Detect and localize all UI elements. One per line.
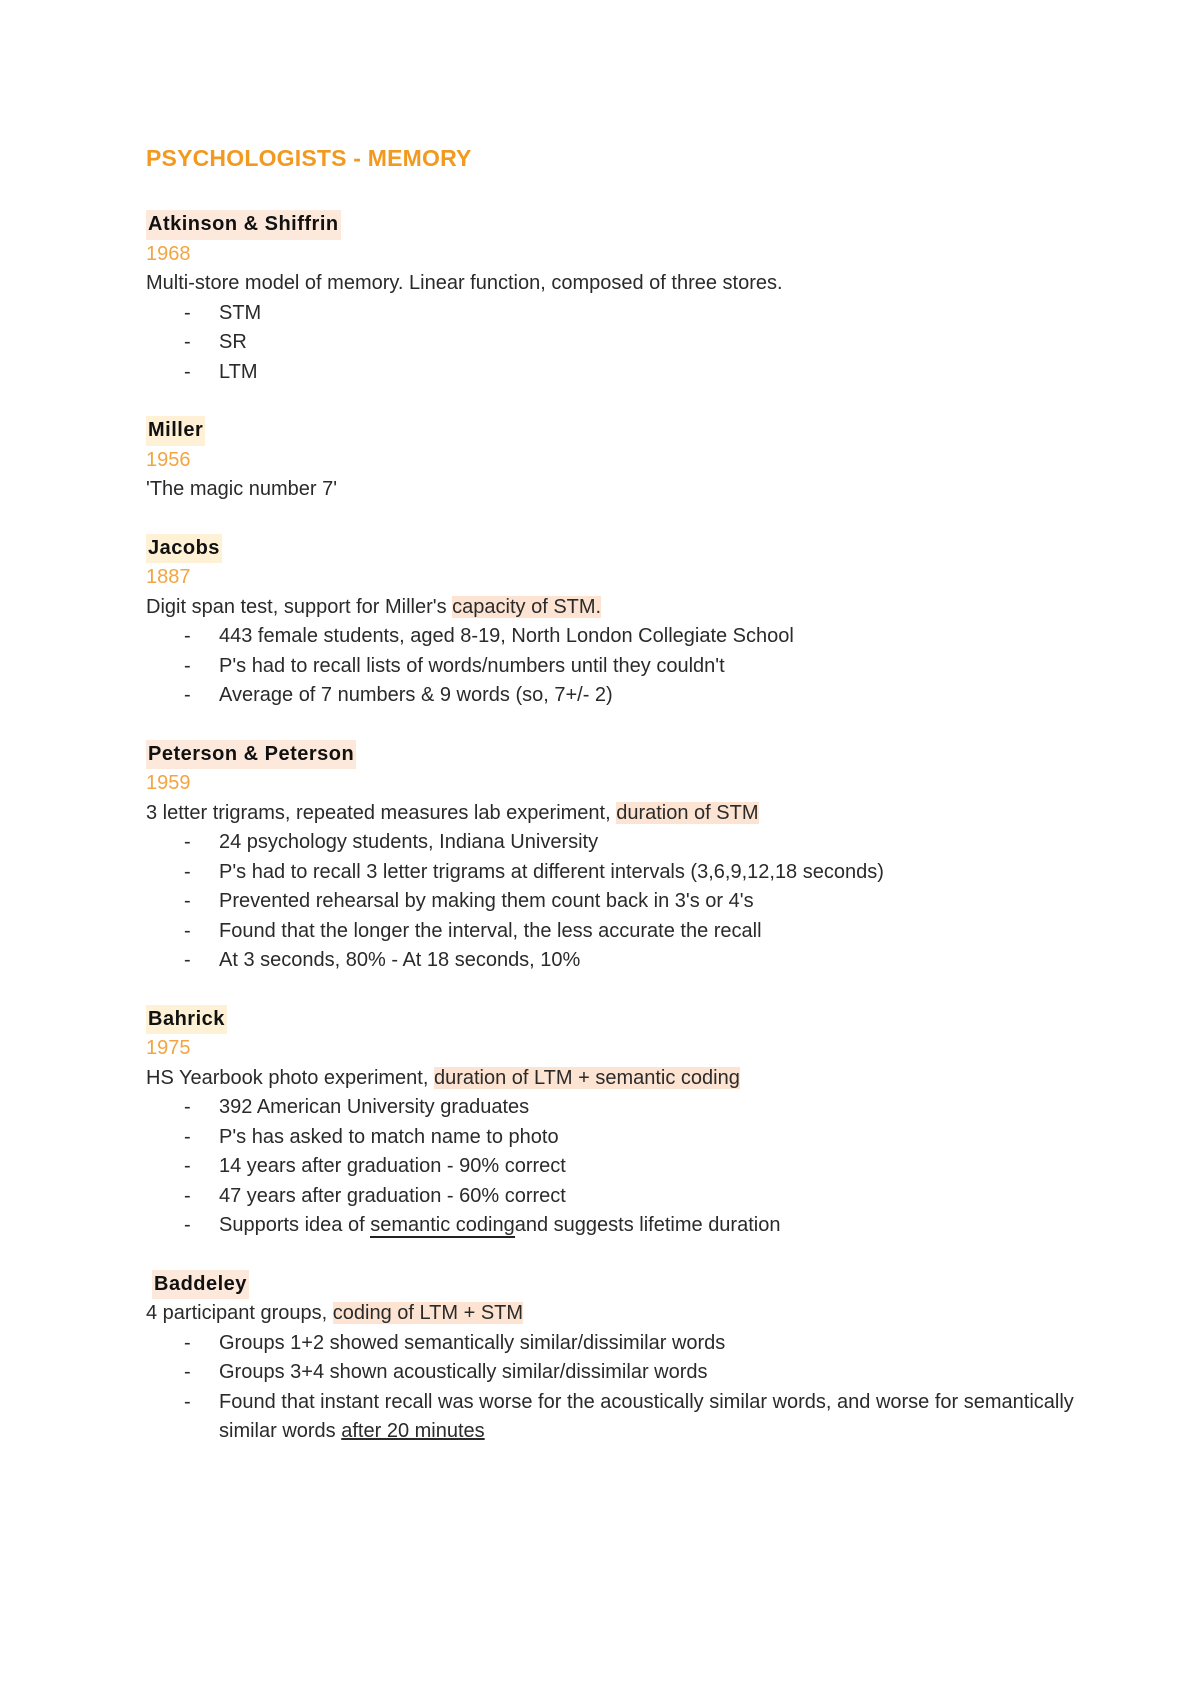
study-year: 1968 [146, 242, 191, 265]
description-text: Digit span test, support for Miller's [146, 595, 453, 618]
study-description [146, 799, 1106, 829]
highlighted-text: duration of STM [616, 801, 759, 824]
section-jacobs [146, 534, 1106, 711]
list-item: - P's has asked to match name to photo [146, 1123, 1106, 1153]
psychologist-name: Peterson & Peterson [146, 740, 356, 770]
list-item: - At 3 seconds, 80% - At 18 seconds, 10% [146, 946, 1106, 976]
list-item [146, 1388, 1106, 1447]
study-points [146, 1093, 1106, 1241]
list-item: - 24 psychology students, Indiana University [146, 828, 1106, 858]
study-points [146, 1329, 1106, 1447]
description-text: HS Yearbook photo experiment, [146, 1066, 434, 1089]
highlighted-text: coding of LTM + STM [332, 1302, 524, 1324]
study-points [146, 828, 1106, 976]
study-description: Multi-store model of memory. Linear function, composed of three stores. [146, 272, 783, 294]
study-year: 1887 [146, 566, 191, 588]
study-year: 1959 [146, 772, 191, 794]
list-item: - Found that the longer the interval, the less accurate the recall [146, 917, 1106, 947]
section-baddeley [146, 1270, 1106, 1447]
highlighted-text: capacity of STM. [452, 595, 602, 618]
item-text: and suggests lifetime duration [514, 1214, 781, 1236]
study-points [146, 299, 1106, 388]
list-item [146, 1211, 1106, 1241]
psychologist-name: Bahrick [146, 1005, 227, 1035]
study-description [146, 1064, 1106, 1094]
list-item: - 14 years after graduation - 90% correct [146, 1152, 1106, 1182]
underlined-text: after 20 minutes [341, 1420, 485, 1442]
item-text: Supports idea of [219, 1214, 371, 1236]
study-year: 1975 [146, 1037, 191, 1059]
study-year: 1956 [146, 448, 191, 471]
list-item: - LTM [146, 358, 1106, 388]
list-item: - Groups 3+4 shown acoustically similar/dissimilar words [146, 1358, 1106, 1388]
study-description [146, 1299, 1106, 1329]
study-description [146, 593, 1106, 623]
study-points [146, 622, 1106, 711]
section-miller [146, 416, 1106, 505]
item-text: Found that instant recall was worse for the acoustically similar words, and worse for semantically similar words [219, 1390, 1074, 1442]
section-bahrick [146, 1005, 1106, 1241]
list-item: - STM [146, 299, 1106, 329]
section-atkinson-shiffrin [146, 210, 1106, 387]
list-item: - Prevented rehearsal by making them count back in 3's or 4's [146, 887, 1106, 917]
description-text: 3 letter trigrams, repeated measures lab experiment, [146, 801, 617, 824]
psychologist-name: Miller [146, 416, 205, 446]
page-title: PSYCHOLOGISTS - MEMORY [146, 145, 472, 171]
list-item: - P's had to recall lists of words/numbers until they couldn't [146, 652, 1106, 682]
psychologist-name: Atkinson & Shiffrin [146, 210, 341, 240]
psychologist-name: Jacobs [146, 534, 222, 564]
list-item: - P's had to recall 3 letter trigrams at different intervals (3,6,9,12,18 seconds) [146, 858, 1106, 888]
description-text: 4 participant groups, [146, 1302, 333, 1324]
document-page [146, 143, 1106, 1476]
psychologist-name: Baddeley [152, 1270, 249, 1300]
list-item: - Groups 1+2 showed semantically similar/dissimilar words [146, 1329, 1106, 1359]
highlighted-text: duration of LTM + semantic coding [433, 1066, 740, 1089]
list-item: - 392 American University graduates [146, 1093, 1106, 1123]
list-item: - Average of 7 numbers & 9 words (so, 7+/- 2) [146, 681, 1106, 711]
list-item: - SR [146, 328, 1106, 358]
underlined-text: semantic coding [370, 1214, 515, 1236]
list-item: - 443 female students, aged 8-19, North London Collegiate School [146, 622, 1106, 652]
list-item: - 47 years after graduation - 60% correct [146, 1182, 1106, 1212]
section-peterson-peterson [146, 740, 1106, 976]
study-description: 'The magic number 7' [146, 478, 338, 500]
